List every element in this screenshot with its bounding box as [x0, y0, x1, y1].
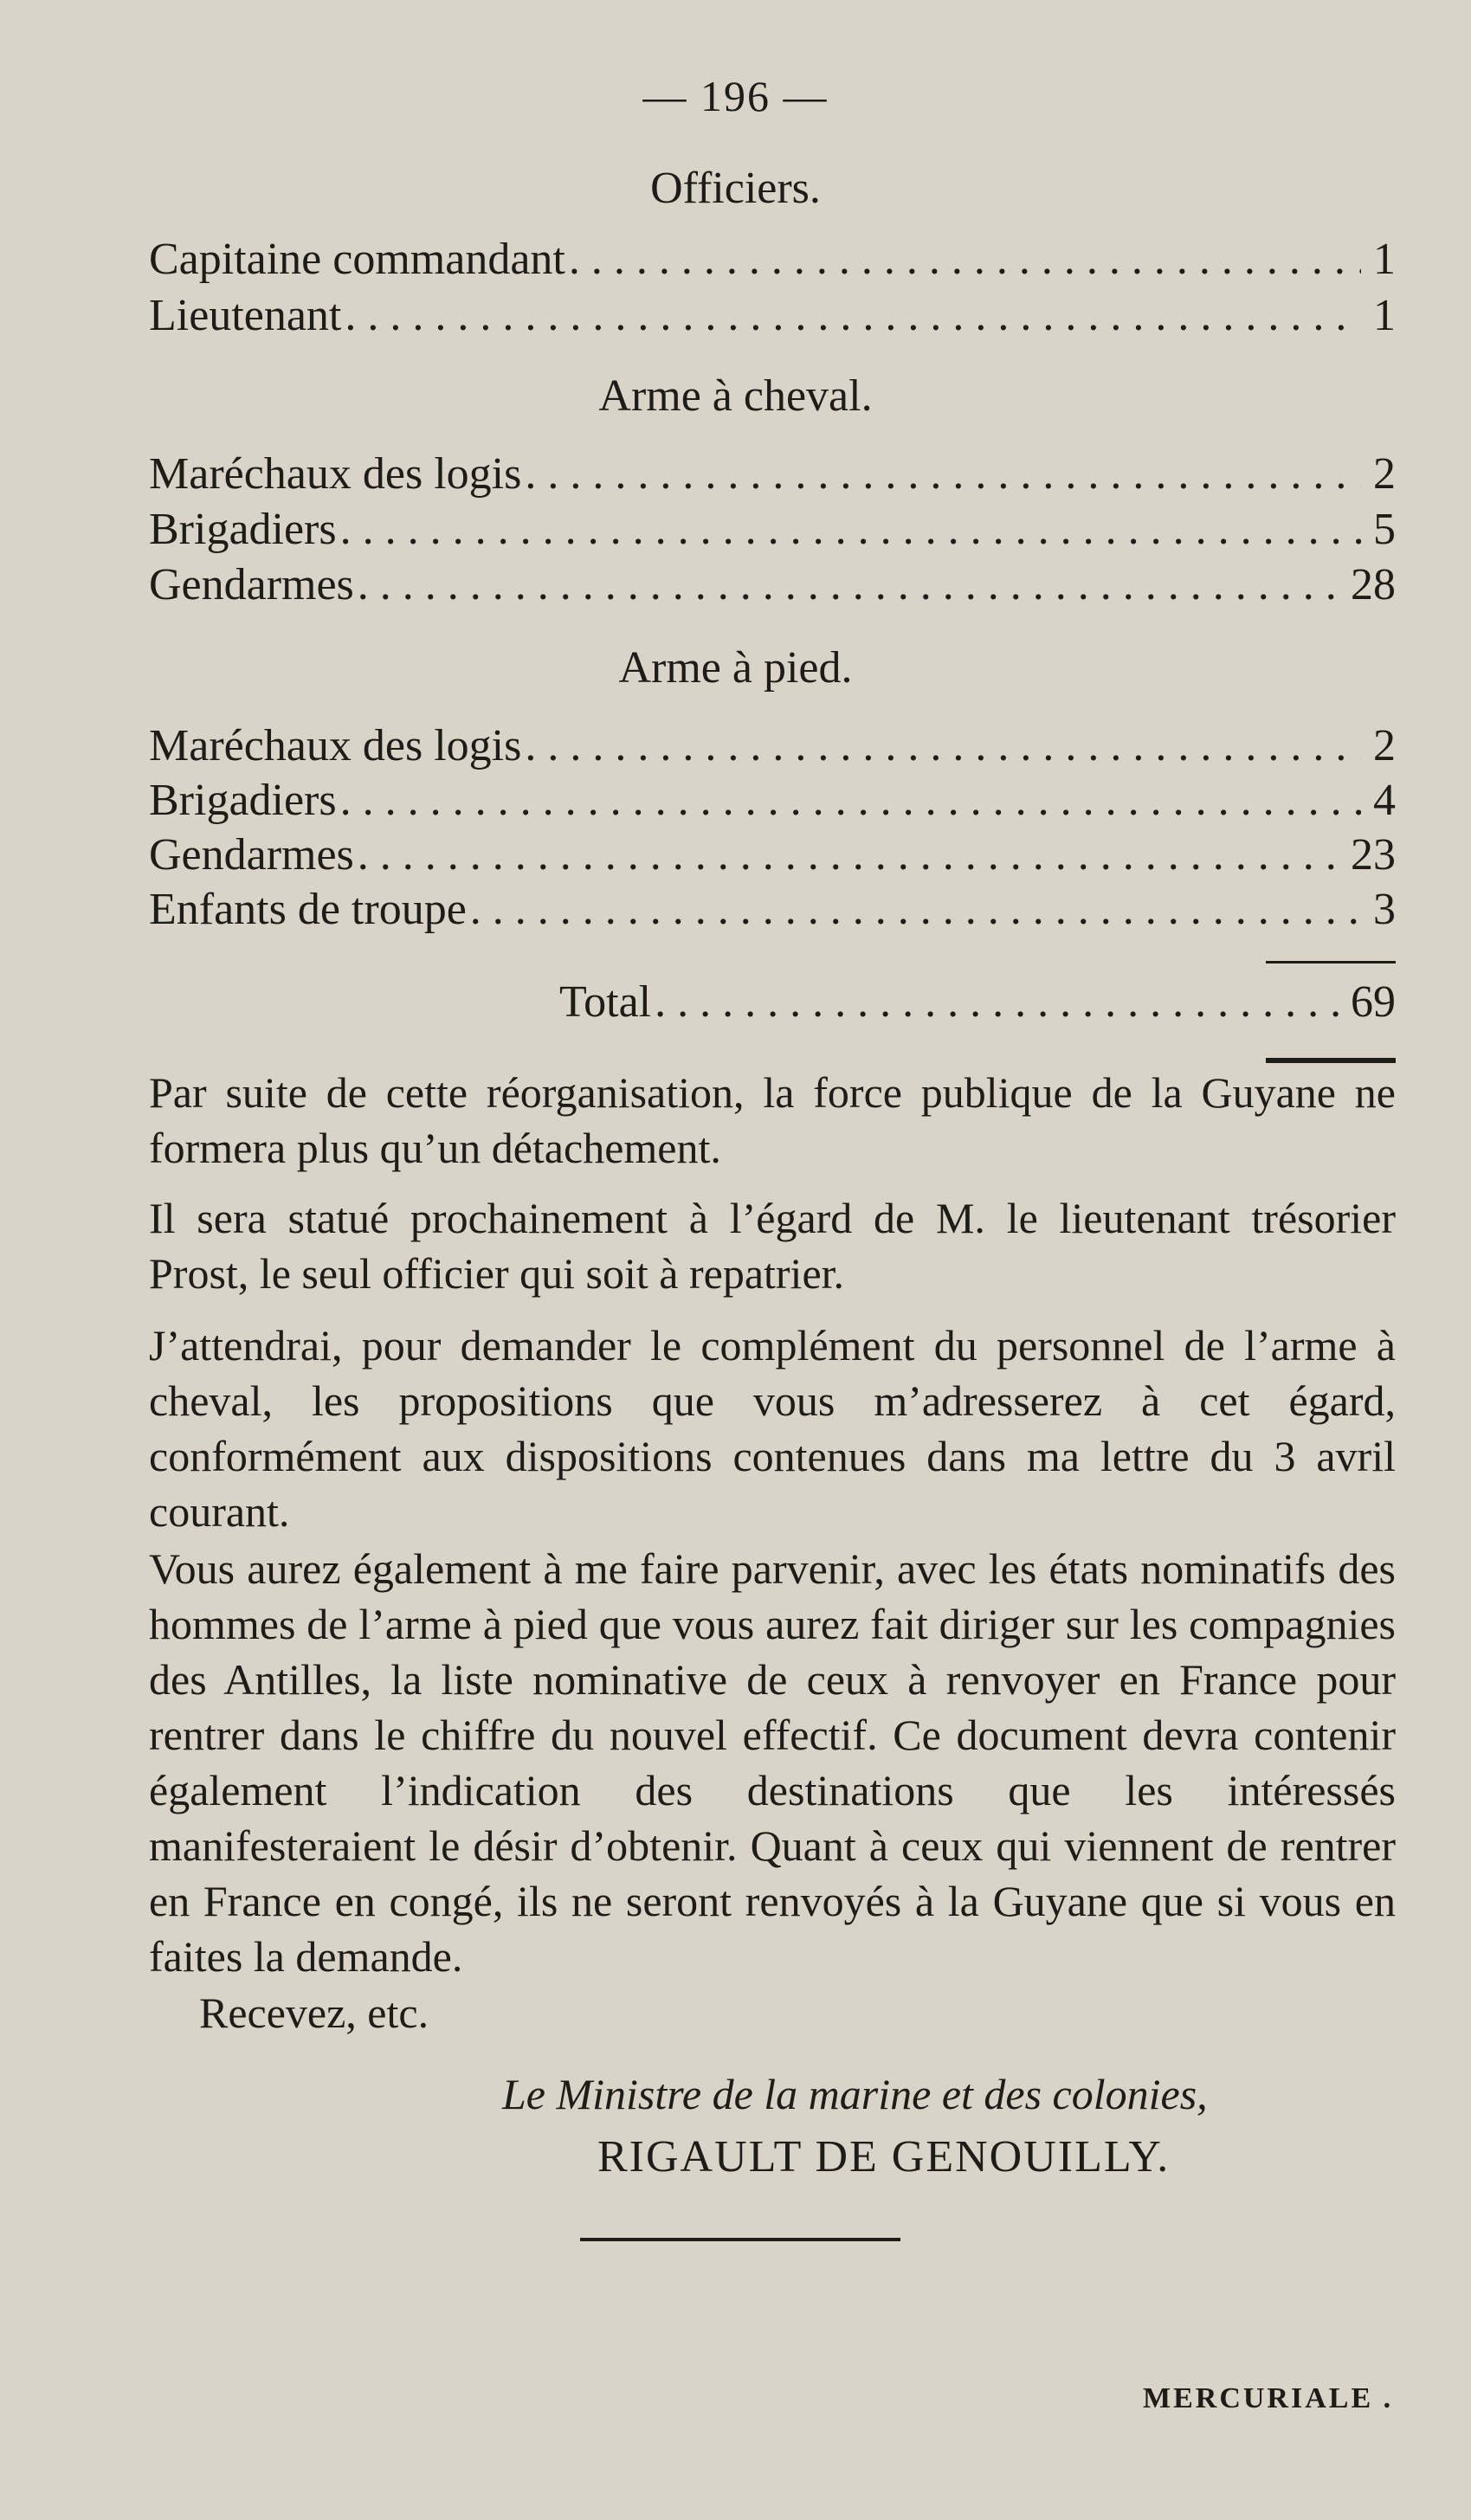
- paragraph: [149, 1065, 1396, 1176]
- dot-leader: [655, 976, 1342, 1028]
- table-row: [149, 884, 1396, 938]
- row-label: Lieutenant: [149, 291, 342, 340]
- table-row: [149, 290, 1396, 344]
- table-row: [149, 559, 1396, 613]
- closing-formula: Recevez, etc.: [199, 1988, 429, 2037]
- row-count: 23: [1351, 830, 1396, 880]
- row-label: Brigadiers: [149, 776, 337, 825]
- row-label: Maréchaux des logis: [149, 449, 522, 499]
- closing-rule: [1266, 1058, 1396, 1063]
- row-label: Capitaine commandant: [149, 235, 565, 284]
- dot-leader: [345, 290, 1361, 341]
- total-row: [559, 976, 1396, 1030]
- row-label: Gendarmes: [149, 830, 354, 880]
- section-heading-officiers: Officiers.: [650, 164, 821, 213]
- paragraph-text: J’attendrai, pour demander le complément du personnel de l’arme à cheval, les propositions que vous m’adresserez à cet égard, conformément aux dispositions contenues dans ma lettre du 3 avril courant.: [149, 1321, 1396, 1536]
- table-row: [149, 448, 1396, 502]
- row-count: 2: [1373, 449, 1396, 499]
- dot-leader: [358, 559, 1342, 610]
- total-label: Total: [559, 977, 652, 1027]
- dot-leader: [340, 504, 1361, 555]
- dot-leader: [525, 448, 1361, 499]
- paragraph-text: Par suite de cette réorganisation, la force publique de la Guyane ne formera plus qu’un détachement.: [149, 1068, 1396, 1172]
- row-count: 2: [1373, 721, 1396, 770]
- paragraph-text: Vous aurez également à me faire parvenir, avec les états nominatifs des hommes de l’arme à pied que vous aurez fait diriger sur les compagnies des Antilles, la liste nominative de ceux à renvoyer en France pour rentrer dans le chiffre du nouvel effectif. Ce document devra contenir également l’indication des destinations que les intéressés manifesteraient le désir d’obtenir. Quant à ceux qui viennent de rentrer en France en congé, ils ne seront renvoyés à la Guyane que si vous en faites la demande.: [149, 1544, 1396, 1981]
- row-label: Maréchaux des logis: [149, 721, 522, 770]
- signature-title: Le Ministre de la marine et des colonies,: [502, 2070, 1208, 2118]
- row-count: 28: [1351, 560, 1396, 609]
- row-count: 4: [1373, 776, 1396, 825]
- paragraph: [149, 1318, 1396, 1539]
- paragraph: [149, 1190, 1396, 1301]
- section-heading-arme-a-pied: Arme à pied.: [618, 643, 853, 693]
- dot-leader: [525, 720, 1361, 771]
- table-row: [149, 829, 1396, 883]
- row-count: 5: [1373, 505, 1396, 554]
- paragraph: [149, 1541, 1396, 1984]
- total-count: 69: [1351, 977, 1396, 1027]
- dot-leader: [340, 775, 1361, 826]
- catchword: MERCURIALE .: [1143, 2382, 1394, 2414]
- sum-rule: [1266, 961, 1396, 964]
- table-row: [149, 234, 1396, 287]
- end-rule: [580, 2238, 900, 2241]
- row-label: Enfants de troupe: [149, 885, 467, 934]
- row-count: 1: [1373, 291, 1396, 340]
- row-label: Gendarmes: [149, 560, 354, 609]
- dot-leader: [358, 829, 1342, 880]
- table-row: [149, 775, 1396, 828]
- paragraph-text: Il sera statué prochainement à l’égard de M. le lieutenant trésorier Prost, le seul officier qui soit à repatrier.: [149, 1194, 1396, 1298]
- section-heading-arme-a-cheval: Arme à cheval.: [598, 371, 873, 421]
- row-label: Brigadiers: [149, 505, 337, 554]
- signature-name: RIGAULT DE GENOUILLY.: [597, 2132, 1171, 2182]
- table-row: [149, 504, 1396, 557]
- row-count: 3: [1373, 885, 1396, 934]
- dot-leader: [569, 234, 1361, 285]
- table-row: [149, 720, 1396, 774]
- page-number: — 196 —: [642, 72, 829, 120]
- dot-leader: [470, 884, 1361, 935]
- row-count: 1: [1373, 235, 1396, 284]
